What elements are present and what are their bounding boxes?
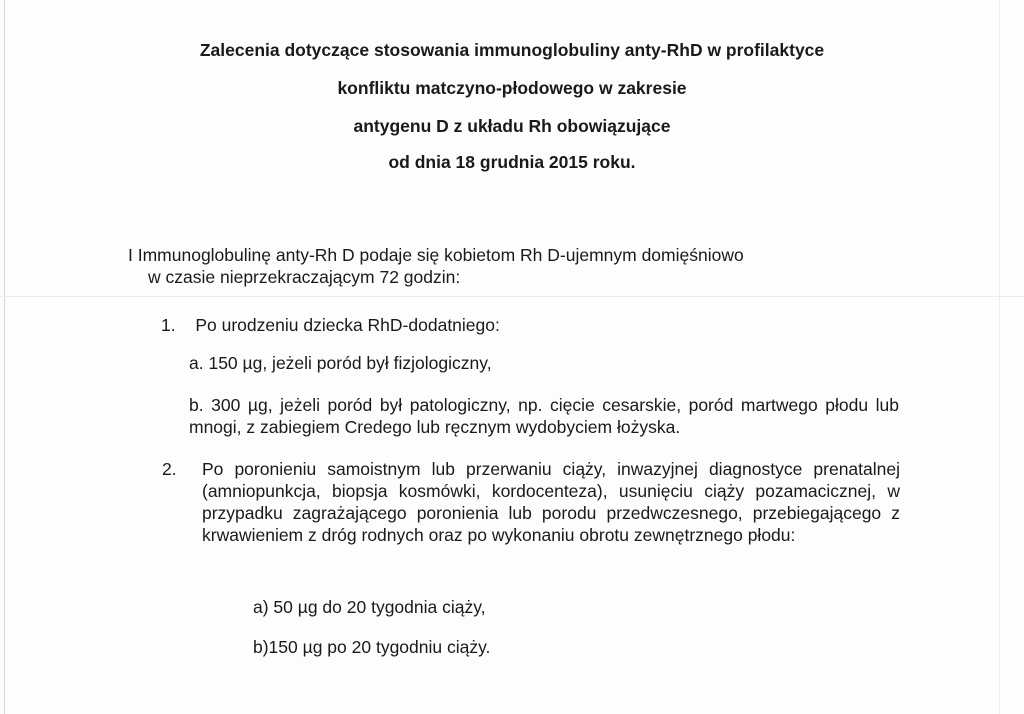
intro-line-2: w czasie nieprzekraczającym 72 godzin: <box>148 267 461 287</box>
list-item-1a: a. 150 µg, jeżeli poród był fizjologiczny, <box>189 353 492 373</box>
title-line-1: Zalecenia dotyczące stosowania immunoglobuliny anty-RhD w profilaktyce <box>199 40 825 60</box>
list-item-1b <box>189 394 899 438</box>
scan-edge-line <box>4 0 5 714</box>
intro-text-1: I Immunoglobulinę anty-Rh D podaje się kobietom Rh D-ujemnym domięśniowo <box>128 245 744 265</box>
title-line-3: antygenu D z układu Rh obowiązujące <box>353 116 671 136</box>
title-line-2: konfliktu matczyno-płodowego w zakresie <box>337 78 687 98</box>
list-item-2b: b)150 µg po 20 tygodniu ciąży. <box>253 637 491 657</box>
list-item-1 <box>161 314 500 336</box>
list-item-1-number: 1. <box>161 315 176 335</box>
list-item-2a: a) 50 µg do 20 tygodnia ciąży, <box>253 597 486 617</box>
list-item-1-text: Po urodzeniu dziecka RhD-dodatniego: <box>195 315 500 335</box>
title-line-4: od dnia 18 grudnia 2015 roku. <box>388 152 636 172</box>
intro-line-1 <box>128 244 900 266</box>
list-item-2-text: Po poronieniu samoistnym lub przerwaniu ciąży, inwazyjnej diagnostyce prenatalnej (amniopunkcja, biopsja kosmówki, kordocenteza), usunięciu ciąży pozamacicznej, w przypadku zagrażającego poronienia lub porodu przedwczesnego, przebiegającego z krwawieniem z dróg rodnych oraz po wykonaniu obrotu zewnętrznego płodu: <box>202 459 900 545</box>
scan-fold-line <box>0 296 1024 297</box>
list-item-1b-text: b. 300 µg, jeżeli poród był patologiczny, np. cięcie cesarskie, poród martwego płodu lub mnogi, z zabiegiem Credego lub ręcznym wydobyciem łożyska. <box>189 395 899 437</box>
list-item-2-number: 2. <box>162 459 177 479</box>
scan-edge-line-right <box>999 0 1000 714</box>
